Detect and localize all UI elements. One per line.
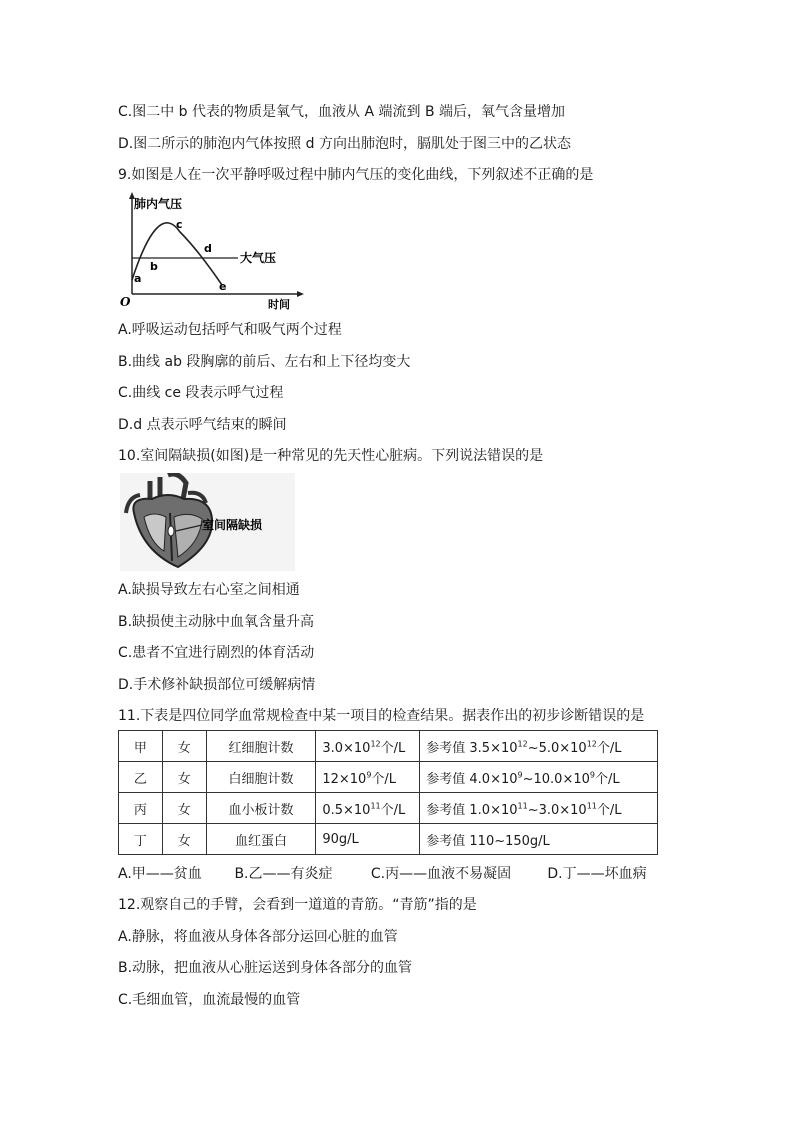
y-axis-label: 肺内气压 [134,197,183,211]
test-value: $12\times 10^9$个/L [316,762,420,793]
x-axis-arrow [297,291,304,297]
question-11-option-d: D.丁——坏血病 [547,866,647,882]
question-9-option-d: D.d 点表示呼气结束的瞬间 [118,417,287,433]
table-row [119,824,658,855]
point-d-label: d [204,242,212,255]
point-a-label: a [134,272,142,285]
question-12-option-c: C.毛细血管，血流最慢的血管 [118,992,301,1008]
student-name: 甲 [119,731,163,762]
student-sex: 女 [162,762,206,793]
question-10-option-a: A.缺损导致左右心室之间相通 [118,582,300,598]
septal-defect-hole [168,526,174,536]
reference-range: 参考值 $4.0\times 10^9\sim 10.0\times 10^9$个/L [420,762,658,793]
blood-test-table [118,730,658,855]
table-row [119,793,658,824]
test-value: 90g/L [316,824,420,855]
option-c-previous-question: C.图二中 b 代表的物质是氧气，血液从 A 端流到 B 端后，氧气含量增加 [118,104,565,120]
question-11-option-a: A.甲——贫血 [118,866,202,882]
heart-septal-defect-illustration [120,473,295,571]
question-11-option-c: C.丙——血液不易凝固 [370,866,512,882]
question-9-option-a: A.呼吸运动包括呼气和吸气两个过程 [118,322,342,338]
question-9-option-c: C.曲线 ce 段表示呼气过程 [118,385,284,401]
test-item: 血小板计数 [206,793,316,824]
student-sex: 女 [162,731,206,762]
test-item: 血红蛋白 [206,824,316,855]
student-sex: 女 [162,793,206,824]
atmospheric-label: 大气压 [240,251,277,265]
student-name: 丙 [119,793,163,824]
question-10-option-b: B.缺损使主动脉中血氧含量升高 [118,614,315,630]
student-name: 乙 [119,762,163,793]
reference-range: 参考值 $1.0\times 10^{11}\sim 3.0\times 10^{11}$个/L [420,793,658,824]
point-e-label: e [219,280,227,293]
test-value: $0.5\times 10^{11}$个/L [316,793,420,824]
table-row [119,762,658,793]
question-11-stem: 11.下表是四位同学血常规检查中某一项目的检查结果。据表作出的初步诊断错误的是 [118,708,645,724]
reference-range: 参考值 110~150g/L [420,824,658,855]
question-9-option-b: B.曲线 ab 段胸廓的前后、左右和上下径均变大 [118,354,411,370]
question-10-option-d: D.手术修补缺损部位可缓解病情 [118,677,316,693]
pressure-curve-graph [118,190,308,310]
point-c-label: c [176,218,183,231]
question-12-option-b: B.动脉，把血液从心脏运送到身体各部分的血管 [118,960,413,976]
reference-range: 参考值 $3.5\times 10^{12}\sim 5.0\times 10^{12}$个/L [420,731,658,762]
option-d-previous-question: D.图二所示的肺泡内气体按照 d 方向出肺泡时，膈肌处于图三中的乙状态 [118,136,572,152]
question-9-stem: 9.如图是人在一次平静呼吸过程中肺内气压的变化曲线，下列叙述不正确的是 [118,167,594,183]
x-axis-label: 时间 [268,298,290,310]
test-item: 白细胞计数 [206,762,316,793]
test-item: 红细胞计数 [206,731,316,762]
origin-label: O [120,295,131,309]
septal-defect-label: 室间隔缺损 [202,518,263,532]
student-sex: 女 [162,824,206,855]
question-12-stem: 12.观察自己的手臂，会看到一道道的青筋。“青筋”指的是 [118,897,477,913]
student-name: 丁 [119,824,163,855]
test-value: $3.0\times 10^{12}$个/L [316,731,420,762]
table-row [119,731,658,762]
question-11-option-b: B.乙——有炎症 [234,866,333,882]
question-12-option-a: A.静脉，将血液从身体各部分运回心脏的血管 [118,929,398,945]
question-11-options [118,864,678,884]
question-10-option-c: C.患者不宜进行剧烈的体育活动 [118,645,315,661]
question-10-stem: 10.室间隔缺损(如图)是一种常见的先天性心脏病。下列说法错误的是 [118,448,544,464]
point-b-label: b [150,260,158,273]
